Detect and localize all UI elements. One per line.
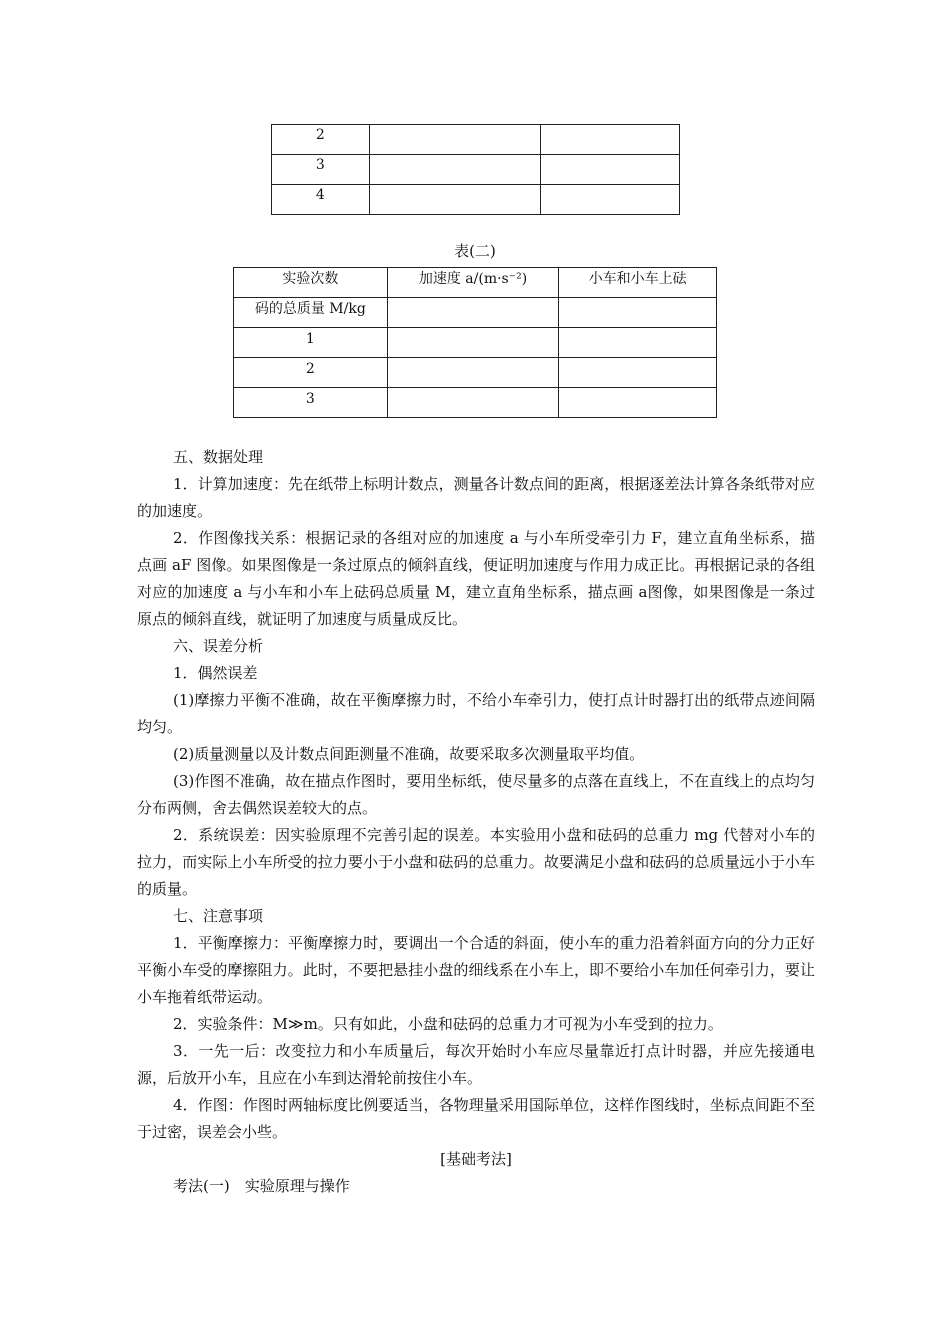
paragraph: 1．偶然误差 [173, 664, 258, 682]
table-cell [369, 155, 541, 185]
section-heading-notes: 七、注意事项 [173, 907, 264, 925]
data-table-1 [271, 124, 680, 215]
table-cell [541, 125, 680, 155]
table-cell [559, 358, 717, 388]
table-cell [559, 328, 717, 358]
table-header-cell [559, 298, 717, 328]
table-2-caption: 表(二) [454, 242, 496, 260]
paragraph: 2．实验条件：M≫m。只有如此，小盘和砝码的总重力才可视为小车受到的拉力。 [173, 1015, 723, 1033]
paragraph: 3．一先一后：改变拉力和小车质量后，每次开始时小车应尽量靠近打点计时器，并应先接通电源，后放开小车，且应在小车到达滑轮前按住小车。 [137, 1042, 815, 1087]
table-cell [387, 358, 559, 388]
table-cell [559, 388, 717, 418]
paragraph: 2．作图像找关系：根据记录的各组对应的加速度 a 与小车所受牵引力 F，建立直角坐标系，描点画 aF 图像。如果图像是一条过原点的倾斜直线，便证明加速度与作用力成正比。再根据记录的各组对应的加速度 a 与小车和小车上砝码总质量 M，建立直角坐标系，描点画 a图像，如果图像是一条过原点的倾斜直线，就证明了加速度与质量成反比。 [137, 529, 815, 628]
table-cell: 4 [272, 185, 370, 215]
table-header-cell: 加速度 a/(m·s⁻²) [387, 268, 559, 298]
table-cell [369, 125, 541, 155]
method-heading: 考法(一) 实验原理与操作 [173, 1177, 350, 1195]
table-cell [387, 328, 559, 358]
paragraph: 1．平衡摩擦力：平衡摩擦力时，要调出一个合适的斜面，使小车的重力沿着斜面方向的分力正好平衡小车受的摩擦阻力。此时，不要把悬挂小盘的细线系在小车上，即不要给小车加任何牵引力，要让小车拖着纸带运动。 [137, 934, 815, 1006]
table-row [272, 185, 680, 215]
paragraph: 4．作图：作图时两轴标度比例要适当，各物理量采用国际单位，这样作图线时，坐标点间距不至于过密，误差会小些。 [137, 1096, 815, 1141]
paragraph: (1)摩擦力平衡不准确，故在平衡摩擦力时，不给小车牵引力，使打点计时器打出的纸带点迹间隔均匀。 [137, 691, 815, 736]
table-cell: 3 [272, 155, 370, 185]
table-row [272, 155, 680, 185]
table-row [234, 328, 717, 358]
table-cell [369, 185, 541, 215]
paragraph: 1．计算加速度：先在纸带上标明计数点，测量各计数点间的距离，根据逐差法计算各条纸带对应的加速度。 [137, 475, 815, 520]
table-cell [387, 388, 559, 418]
paragraph: 2．系统误差：因实验原理不完善引起的误差。本实验用小盘和砝码的总重力 mg 代替对小车的拉力，而实际上小车所受的拉力要小于小盘和砝码的总重力。故要满足小盘和砝码的总质量远小于小车的质量。 [137, 826, 815, 898]
document-body [137, 444, 815, 1200]
table-cell [541, 155, 680, 185]
table-row [234, 388, 717, 418]
table-header-row [234, 298, 717, 328]
table-header-cell: 码的总质量 M/kg [234, 298, 388, 328]
paragraph: (2)质量测量以及计数点间距测量不准确，故要采取多次测量取平均值。 [173, 745, 645, 763]
table-cell [541, 185, 680, 215]
data-table-2 [233, 267, 717, 418]
section-heading-data-processing: 五、数据处理 [173, 448, 264, 466]
table-cell: 2 [272, 125, 370, 155]
table-header-cell [387, 298, 559, 328]
basic-methods-label: [基础考法] [440, 1150, 512, 1168]
table-row [234, 358, 717, 388]
paragraph: (3)作图不准确，故在描点作图时，要用坐标纸，使尽量多的点落在直线上，不在直线上的点均匀分布两侧，舍去偶然误差较大的点。 [137, 772, 815, 817]
table-header-cell: 小车和小车上砝 [559, 268, 717, 298]
section-heading-error-analysis: 六、误差分析 [173, 637, 264, 655]
table-cell: 2 [234, 358, 388, 388]
table-row [272, 125, 680, 155]
table-cell: 1 [234, 328, 388, 358]
table-cell: 3 [234, 388, 388, 418]
table-header-cell: 实验次数 [234, 268, 388, 298]
table-header-row [234, 268, 717, 298]
